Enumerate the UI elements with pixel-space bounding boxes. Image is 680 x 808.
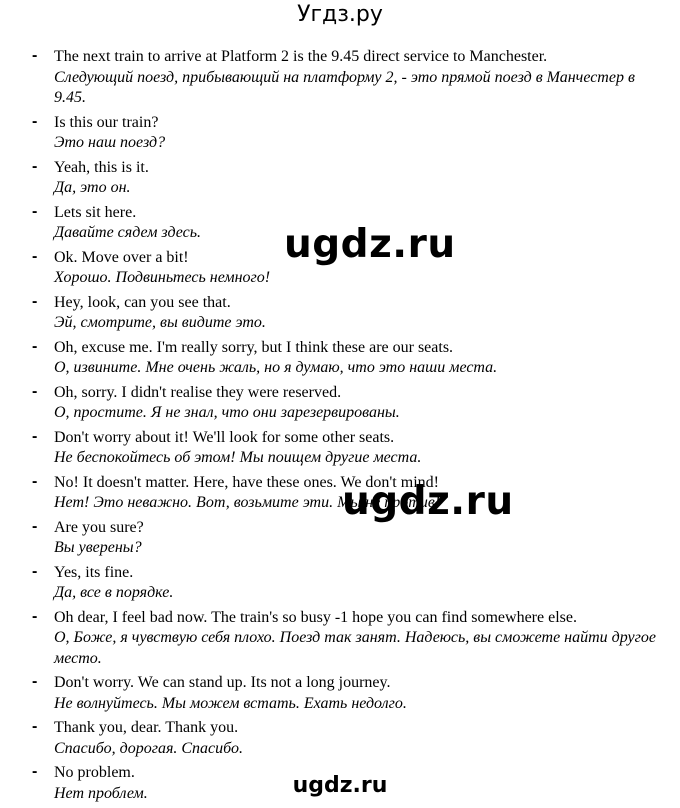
- english-line: Is this our train?: [54, 113, 159, 131]
- dialogue-item: [30, 718, 670, 759]
- russian-translation: О, простите. Я не знал, что они зарезервированы.: [54, 404, 400, 421]
- dialogue-item: [30, 428, 670, 469]
- site-header: Угдз.ру: [297, 2, 383, 27]
- english-line: Thank you, dear. Thank you.: [54, 719, 239, 736]
- english-line: Hey, look, can you see that.: [54, 293, 231, 311]
- dialogue-item: [30, 113, 670, 154]
- dash-marker: -: [32, 427, 38, 445]
- russian-translation: Следующий поезд, прибывающий на платформу 2, - это прямой поезд в Манчестер в 9.45.: [54, 68, 635, 106]
- dash-marker: -: [32, 562, 38, 580]
- dash-marker: -: [32, 157, 38, 175]
- english-line: Yes, its fine.: [54, 563, 134, 581]
- english-line: Ok. Move over a bit!: [54, 248, 189, 266]
- russian-translation: Не беспокойтесь об этом! Мы поищем другие места.: [54, 449, 422, 466]
- english-line: Are you sure?: [54, 518, 144, 536]
- watermark: ugdz.ru: [342, 479, 514, 524]
- russian-translation: О, Боже, я чувствую себя плохо. Поезд так занят. Надеюсь, вы сможете найти другое место.: [54, 629, 656, 667]
- russian-translation: Эй, смотрите, вы видите это.: [54, 314, 266, 331]
- russian-translation: Нет! Это неважно. Вот, возьмите эти. Мы не против!: [54, 494, 441, 511]
- english-line: Oh dear, I feel bad now. The train's so busy -1 hope you can find somewhere else.: [54, 608, 577, 626]
- russian-translation: Спасибо, дорогая. Спасибо.: [54, 739, 243, 757]
- english-line: Don't worry about it! We'll look for some other seats.: [54, 428, 395, 446]
- english-line: Lets sit here.: [54, 203, 137, 221]
- russian-translation: Давайте сядем здесь.: [54, 224, 202, 241]
- dash-marker: -: [32, 292, 38, 310]
- russian-translation: Хорошо. Подвиньтесь немного!: [54, 269, 271, 286]
- dialogue-item: [30, 383, 670, 424]
- russian-translation: Да, это он.: [54, 179, 131, 196]
- dash-marker: -: [32, 202, 38, 220]
- dash-marker: -: [32, 673, 38, 690]
- english-line: Oh, excuse me. I'm really sorry, but I think these are our seats.: [54, 338, 454, 356]
- site-footer: ugdz.ru: [292, 773, 388, 798]
- dash-marker: -: [32, 382, 38, 400]
- english-line: No! It doesn't matter. Here, have these ones. We don't mind!: [54, 473, 439, 491]
- russian-translation: Вы уверены?: [54, 539, 142, 556]
- russian-translation: Это наш поезд?: [54, 134, 166, 151]
- dialogue-item: [30, 47, 670, 109]
- dash-marker: -: [32, 247, 38, 265]
- russian-translation: Не волнуйтесь. Мы можем встать. Ехать недолго.: [54, 694, 407, 712]
- english-line: Oh, sorry. I didn't realise they were reserved.: [54, 383, 342, 401]
- russian-translation: Нет проблем.: [54, 784, 148, 802]
- dash-marker: -: [32, 607, 38, 625]
- english-line: Don't worry. We can stand up. Its not a long journey.: [54, 674, 391, 691]
- dialogue-item: [30, 608, 670, 670]
- dash-marker: -: [32, 763, 38, 780]
- english-line: The next train to arrive at Platform 2 is the 9.45 direct service to Manchester.: [54, 48, 548, 65]
- watermark: ugdz.ru: [284, 222, 456, 267]
- dialogue-item: [30, 673, 670, 714]
- dialogue-item: [30, 293, 670, 334]
- english-line: Yeah, this is it.: [54, 158, 149, 176]
- dash-marker: -: [32, 472, 38, 490]
- dash-marker: -: [32, 47, 38, 64]
- dialogue-item: [30, 158, 670, 199]
- russian-translation: Да, все в порядке.: [54, 584, 174, 601]
- dash-marker: -: [32, 718, 38, 735]
- english-line: No problem.: [54, 764, 135, 781]
- dash-marker: -: [32, 517, 38, 535]
- dash-marker: -: [32, 337, 38, 355]
- dialogue-item: [30, 338, 670, 379]
- dialogue-list: [30, 47, 670, 808]
- russian-translation: О, извините. Мне очень жаль, но я думаю, что это наши места.: [54, 359, 498, 376]
- dash-marker: -: [32, 112, 38, 130]
- dialogue-item: [30, 563, 670, 604]
